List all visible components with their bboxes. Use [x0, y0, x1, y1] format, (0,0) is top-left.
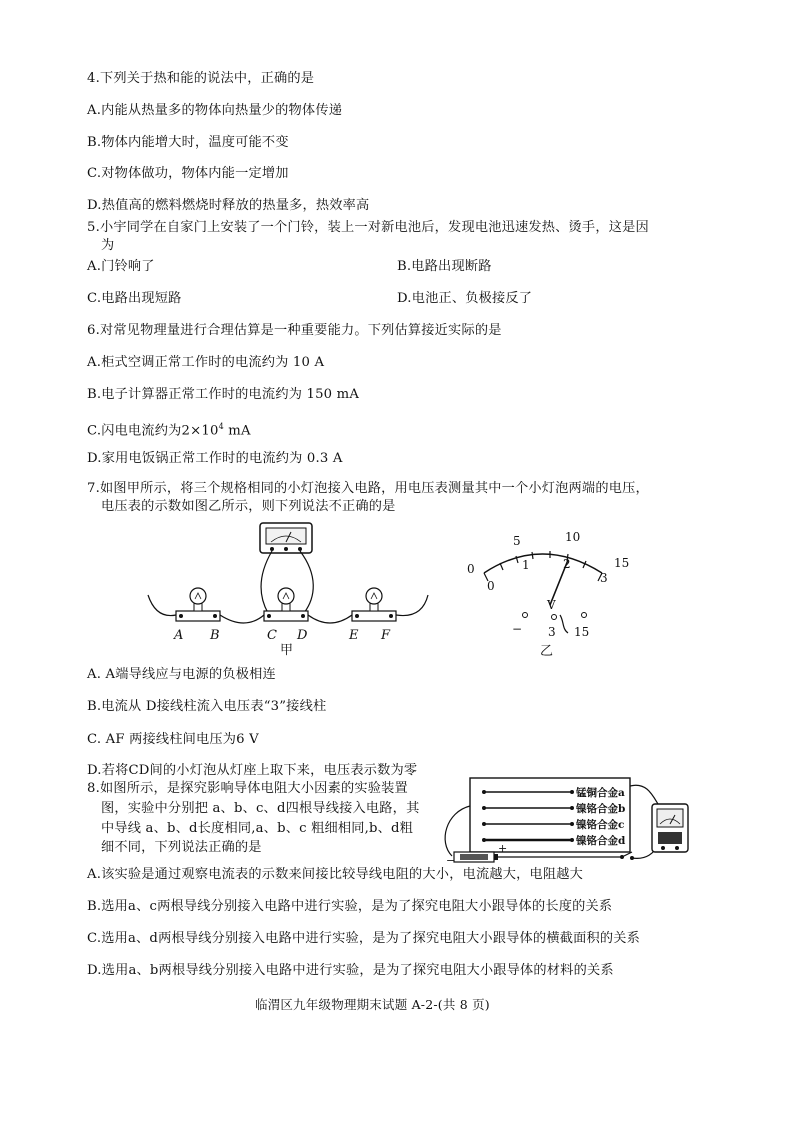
q6-option-c-unit: mA — [223, 423, 251, 439]
inner-tick-3: 3 — [600, 571, 608, 585]
q4-option-d: D.热值高的燃料燃烧时释放的热量多，热效率高 — [87, 198, 370, 213]
q4-option-b: B.物体内能增大时，温度可能不变 — [87, 135, 289, 150]
q7-option-b: B.电流从 D接线柱流入电压表“3”接线柱 — [87, 699, 327, 714]
q8-option-d: D.选用a、b两根导线分别接入电路中进行实验，是为了探究电阻大小跟导体的材料的关系 — [87, 963, 614, 978]
q5-stem-line1: 5.小宇同学在自家门上安装了一个门铃，装上一对新电池后，发现电池迅速发热、烫手，这是因 — [87, 220, 649, 235]
q8-stem-line3: 中导线 a、b、d长度相同,a、b、c 粗细相同,b、d粗 — [101, 821, 414, 836]
voltmeter-icon — [260, 523, 312, 553]
label-a: A — [174, 628, 184, 643]
q6-option-d: D.家用电饭锅正常工作时的电流约为 0.3 A — [87, 451, 343, 466]
q4-option-a: A.内能从热量多的物体向热量少的物体传递 — [87, 103, 343, 118]
q6-option-a: A.柜式空调正常工作时的电流约为 10 A — [87, 355, 325, 370]
label-c: C — [267, 628, 277, 643]
figure-jia-caption: 甲 — [280, 643, 294, 658]
q8-option-a: A.该实验是通过观察电流表的示数来间接比较导线电阻的大小，电流越大，电阻越大 — [87, 867, 584, 882]
outer-tick-0: 0 — [467, 562, 475, 576]
q6-option-b: B.电子计算器正常工作时的电流约为 150 mA — [87, 387, 360, 402]
inner-tick-0: 0 — [487, 579, 495, 593]
figure-yi-voltmeter-dial — [462, 525, 642, 660]
q6-option-c-text: C.闪电电流约为2×10 — [87, 423, 219, 439]
page-footer: 临渭区九年级物理期末试题 A-2-(共 8 页) — [255, 997, 490, 1012]
q5-stem-line2: 为 — [101, 238, 115, 253]
q4-stem: 4.下列关于热和能的说法中，正确的是 — [87, 71, 315, 86]
wire-label-b: 镍铬合金b — [576, 803, 626, 815]
battery-minus: − — [446, 854, 456, 867]
q8-stem-line4: 细不同，下列说法正确的是 — [101, 840, 262, 855]
q7-stem-line1: 7.如图甲所示，将三个规格相同的小灯泡接入电路，用电压表测量其中一个小灯泡两端的电压， — [87, 481, 649, 496]
bulb-holder-ef — [352, 588, 396, 621]
outer-tick-10: 10 — [565, 530, 581, 544]
label-b: B — [210, 628, 220, 643]
inner-tick-1: 1 — [522, 558, 530, 572]
figure-q8-resistance-setup — [432, 772, 692, 876]
label-e: E — [349, 628, 359, 643]
battery-plus: + — [498, 842, 508, 855]
wire-label-c: 镍铬合金c — [576, 819, 625, 831]
q6-option-c — [87, 418, 251, 440]
q5-option-d: D.电池正、负极接反了 — [397, 291, 533, 306]
inner-tick-2: 2 — [563, 557, 571, 571]
q6-stem: 6.对常见物理量进行合理估算是一种重要能力。下列估算接近实际的是 — [87, 323, 502, 338]
ammeter-icon — [652, 804, 688, 852]
terminal-15: 15 — [574, 625, 590, 639]
q5-option-b: B.电路出现断路 — [397, 259, 492, 274]
outer-tick-5: 5 — [513, 534, 521, 548]
q7-option-c: C. AF 两接线柱间电压为6 V — [87, 732, 259, 747]
figure-yi-caption: 乙 — [540, 644, 554, 659]
q8-stem-line1: 8.如图所示，是探究影响导体电阻大小因素的实验装置 — [87, 781, 408, 796]
q7-option-a: A. A端导线应与电源的负极相连 — [87, 667, 276, 682]
q8-option-c: C.选用a、d两根导线分别接入电路中进行实验，是为了探究电阻大小跟导体的横截面积的关系 — [87, 931, 641, 946]
q6-option-c-exponent: 4 — [218, 422, 224, 431]
q5-option-c: C.电路出现短路 — [87, 291, 182, 306]
q8-stem-line2: 图，实验中分别把 a、b、c、d四根导线接入电路，其 — [101, 801, 420, 816]
bulb-holder-cd — [264, 588, 308, 621]
wire-label-d: 镍铬合金d — [576, 835, 626, 847]
terminal-minus: − — [512, 622, 523, 636]
unit-v: V — [547, 598, 556, 612]
bulb-holder-ab — [176, 588, 220, 621]
q4-option-c: C.对物体做功，物体内能一定增加 — [87, 166, 289, 181]
wire-label-a: 锰铜合金a — [576, 787, 625, 799]
q5-option-a: A.门铃响了 — [87, 259, 155, 274]
outer-tick-15: 15 — [614, 556, 630, 570]
label-d: D — [297, 628, 308, 643]
terminal-3: 3 — [548, 625, 556, 639]
figure-jia-circuit — [140, 515, 440, 658]
switch-icon — [620, 852, 634, 860]
q7-option-d: D.若将CD间的小灯泡从灯座上取下来，电压表示数为零 — [87, 763, 418, 778]
q7-stem-line2: 电压表的示数如图乙所示，则下列说法不正确的是 — [101, 499, 396, 514]
label-f: F — [381, 628, 391, 643]
q8-option-b: B.选用a、c两根导线分别接入电路中进行实验，是为了探究电阻大小跟导体的长度的关系 — [87, 899, 613, 914]
